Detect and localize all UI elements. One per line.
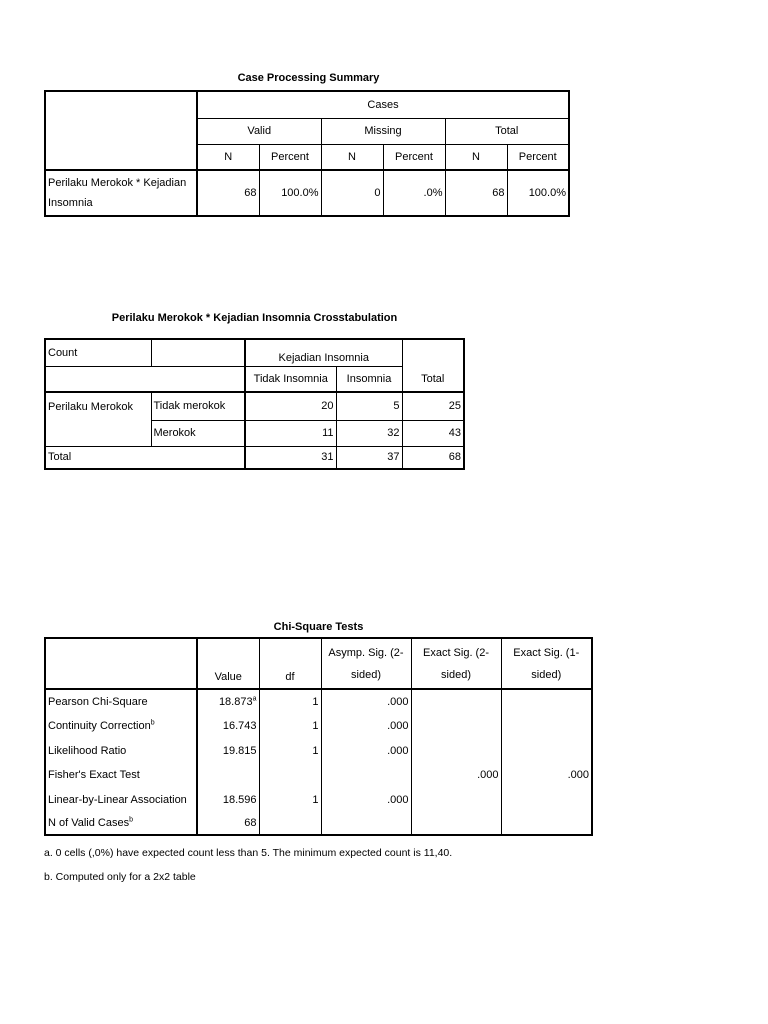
likelihood-exact1 xyxy=(501,738,592,763)
row-label-tidak-merokok: Tidak merokok xyxy=(151,392,245,420)
exact-sig-2-header: Exact Sig. (2- sided) xyxy=(411,638,501,689)
crosstab-title: Perilaku Merokok * Kejadian Insomnia Crosstabulation xyxy=(111,312,398,324)
total-insomnia: 37 xyxy=(336,446,402,469)
missing-n-cell: 0 xyxy=(321,170,383,216)
valid-cases-value: 68 xyxy=(197,812,259,835)
linear-df: 1 xyxy=(259,787,321,812)
total-n-cell: 68 xyxy=(445,170,507,216)
chi-corner xyxy=(45,638,197,689)
fisher-asymp xyxy=(321,763,411,787)
likelihood-df: 1 xyxy=(259,738,321,763)
missing-percent-cell: .0% xyxy=(383,170,445,216)
fisher-exact2: .000 xyxy=(411,763,501,787)
cell-tidak-merokok-tidak-insomnia: 20 xyxy=(245,392,336,420)
pearson-exact1 xyxy=(501,689,592,714)
continuity-exact2 xyxy=(411,714,501,738)
valid-cases-df xyxy=(259,812,321,835)
linear-exact2 xyxy=(411,787,501,812)
valid-header: Valid xyxy=(197,118,321,144)
cell-merokok-insomnia: 32 xyxy=(336,420,402,446)
total-tidak-insomnia: 31 xyxy=(245,446,336,469)
continuity-df: 1 xyxy=(259,714,321,738)
row-label-merokok: Merokok xyxy=(151,420,245,446)
linear-asymp: .000 xyxy=(321,787,411,812)
cases-header: Cases xyxy=(197,91,569,118)
cell-merokok-tidak-insomnia: 11 xyxy=(245,420,336,446)
case-summary-title: Case Processing Summary xyxy=(237,72,380,84)
footnote-b: b. Computed only for a 2x2 table xyxy=(44,871,196,883)
likelihood-exact2 xyxy=(411,738,501,763)
n-header: N xyxy=(321,144,383,170)
crosstab-table xyxy=(44,338,465,470)
kejadian-insomnia-header: Kejadian Insomnia xyxy=(245,339,402,366)
percent-header: Percent xyxy=(507,144,569,170)
n-header: N xyxy=(197,144,259,170)
case-summary-corner xyxy=(45,91,197,170)
total-percent-cell: 100.0% xyxy=(507,170,569,216)
valid-percent-cell: 100.0% xyxy=(259,170,321,216)
total-row-label: Total xyxy=(45,446,245,469)
percent-header: Percent xyxy=(259,144,321,170)
likelihood-label: Likelihood Ratio xyxy=(45,738,197,763)
linear-value: 18.596 xyxy=(197,787,259,812)
df-header: df xyxy=(259,638,321,689)
linear-exact1 xyxy=(501,787,592,812)
continuity-value: 16.743 xyxy=(197,714,259,738)
count-label: Count xyxy=(45,339,151,366)
continuity-asymp: .000 xyxy=(321,714,411,738)
valid-cases-label: N of Valid Cases$^b$ xyxy=(45,812,197,835)
row-group-label: Perilaku Merokok xyxy=(45,392,151,420)
tidak-insomnia-header: Tidak Insomnia xyxy=(245,366,336,392)
total-col-header: Total xyxy=(402,339,464,392)
percent-header: Percent xyxy=(383,144,445,170)
footnote-a: a. 0 cells (,0%) have expected count less than 5. The minimum expected count is 11,40. xyxy=(44,847,453,859)
likelihood-asymp: .000 xyxy=(321,738,411,763)
fisher-value xyxy=(197,763,259,787)
exact-sig-1-header: Exact Sig. (1- sided) xyxy=(501,638,592,689)
valid-cases-asymp xyxy=(321,812,411,835)
count-spacer xyxy=(151,339,245,366)
missing-header: Missing xyxy=(321,118,445,144)
likelihood-value: 19.815 xyxy=(197,738,259,763)
total-header: Total xyxy=(445,118,569,144)
insomnia-header: Insomnia xyxy=(336,366,402,392)
n-header: N xyxy=(445,144,507,170)
continuity-label: Continuity Correction$^b$ xyxy=(45,714,197,738)
cell-tidak-merokok-total: 25 xyxy=(402,392,464,420)
case-summary-table xyxy=(44,90,570,217)
cell-merokok-total: 43 xyxy=(402,420,464,446)
valid-cases-exact1 xyxy=(501,812,592,835)
asymp-sig-header: Asymp. Sig. (2- sided) xyxy=(321,638,411,689)
linear-label: Linear-by-Linear Association xyxy=(45,787,197,812)
crosstab-corner xyxy=(45,366,245,392)
row-label: Perilaku Merokok * Kejadian Insomnia xyxy=(45,170,197,216)
chi-square-table xyxy=(44,637,593,836)
pearson-value: 18.873$^a$ xyxy=(197,689,259,714)
fisher-df xyxy=(259,763,321,787)
pearson-label: Pearson Chi-Square xyxy=(45,689,197,714)
valid-cases-exact2 xyxy=(411,812,501,835)
cell-tidak-merokok-insomnia: 5 xyxy=(336,392,402,420)
row-group-spacer xyxy=(45,420,151,446)
valid-n-cell: 68 xyxy=(197,170,259,216)
pearson-exact2 xyxy=(411,689,501,714)
pearson-asymp: .000 xyxy=(321,689,411,714)
chi-square-title: Chi-Square Tests xyxy=(273,621,364,633)
fisher-label: Fisher's Exact Test xyxy=(45,763,197,787)
total-total: 68 xyxy=(402,446,464,469)
continuity-exact1 xyxy=(501,714,592,738)
fisher-exact1: .000 xyxy=(501,763,592,787)
value-header: Value xyxy=(197,638,259,689)
pearson-df: 1 xyxy=(259,689,321,714)
